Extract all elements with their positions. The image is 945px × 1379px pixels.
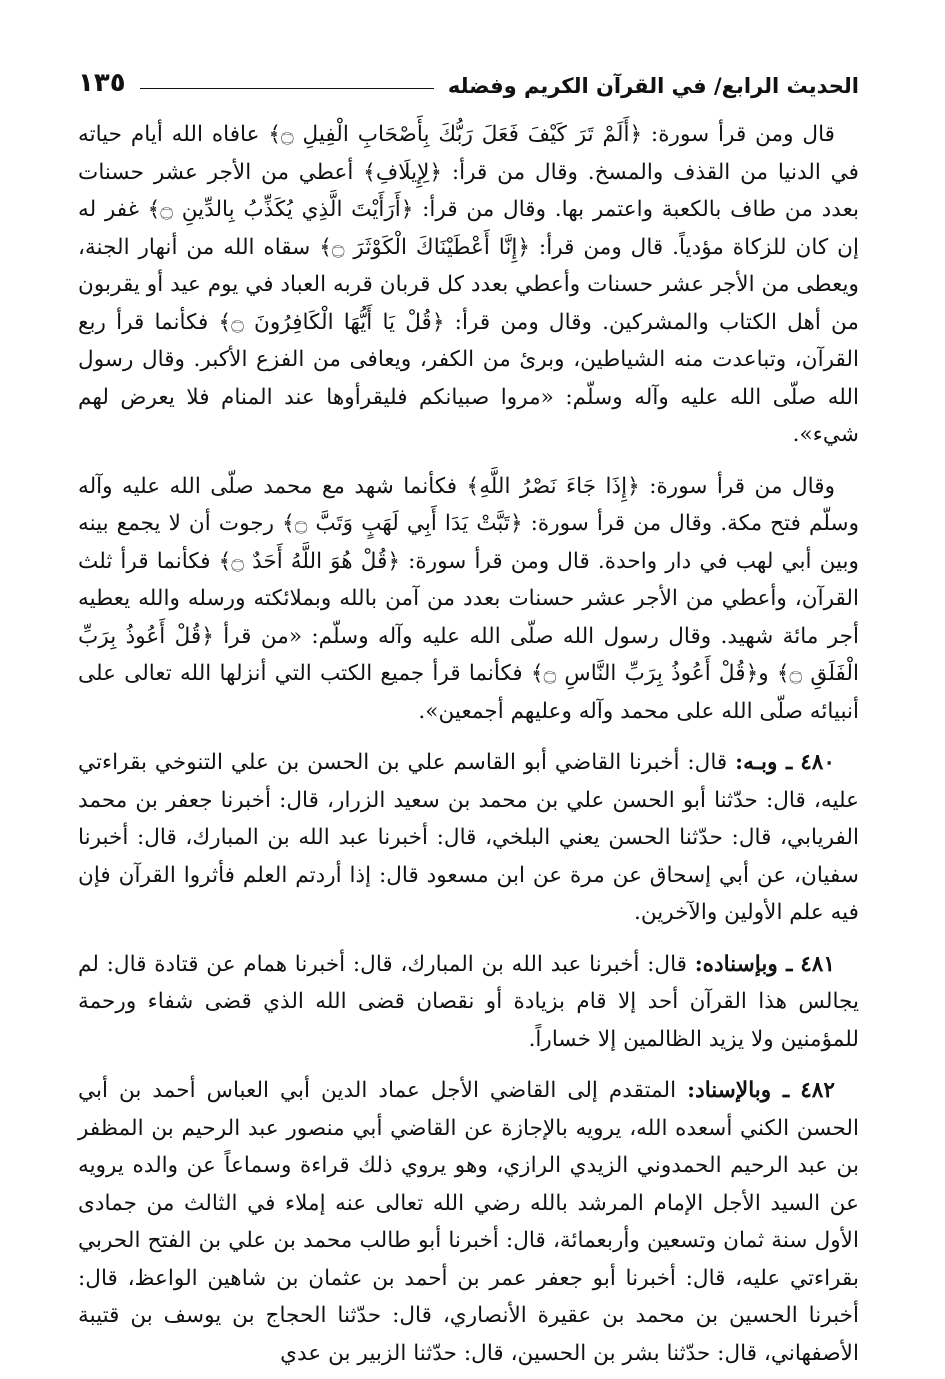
hadith-lead: ـ وبالإسناد: <box>687 1078 790 1103</box>
paragraph-quran-virtues-2 <box>78 468 859 731</box>
paragraph-quran-virtues-1 <box>78 116 859 454</box>
paragraph-text: وقال من قرأ سورة: ﴿إِذَا جَاءَ نَصْرُ اللَّهِ﴾ فكأنما شهد مع محمد صلّى الله عليه وآله وسلّم فتح مكة. وقال من قرأ سورة: ﴿تَبَّتْ يَدَا أَبِي لَهَبٍ وَتَبَّ ۝﴾ رجوت أن لا يجمع بينه وبين أبي لهب في دار واحدة. قال ومن قرأ سورة: ﴿قُلْ هُوَ اللَّهُ أَحَدٌ ۝﴾ فكأنما قرأ ثلث القرآن، وأعطي من الأجر عشر حسنات بعدد من آمن بالله وبملائكته ورسله والله يعطيه أجر مائة شهيد. وقال رسول الله صلّى الله عليه وآله وسلّم: «من قرأ ﴿قُلْ أَعُوذُ بِرَبِّ الْفَلَقِ ۝﴾ و﴿قُلْ أَعُوذُ بِرَبِّ النَّاسِ ۝﴾ فكأنما قرأ جميع الكتب التي أنزلها الله تعالى على أنبيائه صلّى الله على محمد وآله وعليهم أجمعين». <box>78 473 859 724</box>
hadith-text: المتقدم إلى القاضي الأجل عماد الدين أبي العباس أحمد بن أبي الحسن الكني أسعده الله، يرويه بالإجازة عن القاضي أبي منصور عبد الرحيم بن المظفر بن عبد الرحيم الحمدوني الزيدي الرازي، وهو يروي ذلك قراءة وسماعاً عن والده يرويه عن السيد الأجل الإمام المرشد بالله رضي الله تعالى عنه إملاء في الثالث من جمادى الأول سنة ثمان وتسعين وأربعمائة، قال: أخبرنا أبو طالب محمد بن علي بن الفتح الحربي بقراءتي عليه، قال: أخبرنا أبو جعفر عمر بن أحمد بن عثمان بن شاهين الواعظ، قال: أخبرنا الحسين بن محمد بن عقيرة الأنصاري، قال: حدّثنا الحجاج بن يوسف بن قتيبة الأصفهاني، قال: حدّثنا بشر بن الحسين، قال: حدّثنا الزبير بن عدي <box>78 1078 859 1366</box>
header-rule <box>140 88 434 89</box>
page-number: ١٣٥ <box>78 68 126 98</box>
hadith-482 <box>78 1072 859 1372</box>
hadith-number: ٤٨٠ <box>800 750 835 775</box>
running-title: الحديث الرابع/ في القرآن الكريم وفضله <box>447 74 859 98</box>
body-text <box>78 116 859 1372</box>
hadith-text: قال: أخبرنا عبد الله بن المبارك، قال: أخبرنا همام عن قتادة قال: لم يجالس هذا القرآن أحد إلا قام بزيادة أو نقصان قضى الله الذي قضى شفاء ورحمة للمؤمنين ولا يزيد الظالمين إلا خساراً. <box>78 951 859 1052</box>
hadith-480 <box>78 744 859 932</box>
hadith-number: ٤٨١ <box>800 951 835 977</box>
page-header <box>78 58 859 98</box>
hadith-lead: ـ وبـه: <box>735 750 793 775</box>
paragraph-text: قال ومن قرأ سورة: ﴿أَلَمْ تَرَ كَيْفَ فَعَلَ رَبُّكَ بِأَصْحَابِ الْفِيلِ ۝﴾ عافاه الله أيام حياته في الدنيا من القذف والمسخ. وقال من قرأ: ﴿لِإِيلَافِ﴾ أعطي من الأجر عشر حسنات بعدد من طاف بالكعبة واعتمر بها. وقال من قرأ: ﴿أَرَأَيْتَ الَّذِي يُكَذِّبُ بِالدِّينِ ۝﴾ غفر له إن كان للزكاة مؤدياً. قال ومن قرأ: ﴿إِنَّا أَعْطَيْنَاكَ الْكَوْثَرَ ۝﴾ سقاه الله من أنهار الجنة، ويعطى من الأجر عشر حسنات وأعطي بعدد كل قربان قربه العباد في يوم عيد أو يقربون من أهل الكتاب والمشركين. وقال ومن قرأ: ﴿قُلْ يَا أَيُّهَا الْكَافِرُونَ ۝﴾ فكأنما قرأ ربع القرآن، وتباعدت منه الشياطين، وبرئ من الكفر، ويعافى من الفزع الأكبر. وقال رسول الله صلّى الله عليه وآله وسلّم: «مروا صبيانكم فليقرأوها عند المنام فلا يعرض لهم شيء». <box>78 122 860 447</box>
hadith-lead: ـ وبإسناده: <box>694 951 793 977</box>
hadith-481 <box>78 946 859 1059</box>
hadith-text: قال: أخبرنا القاضي أبو القاسم علي بن الحسن بن علي التنوخي بقراءتي عليه، قال: حدّثنا أبو الحسن علي بن محمد بن سعيد الزرار، قال: أخبرنا جعفر بن محمد الفريابي، قال: حدّثنا الحسن يعني البلخي، قال: أخبرنا عبد الله بن المبارك، قال: أخبرنا سفيان، عن أبي إسحاق عن مرة عن ابن مسعود قال: إذا أردتم العلم فأثروا القرآن فإن فيه علم الأولين والآخرين. <box>78 750 859 925</box>
hadith-number: ٤٨٢ <box>800 1078 835 1103</box>
